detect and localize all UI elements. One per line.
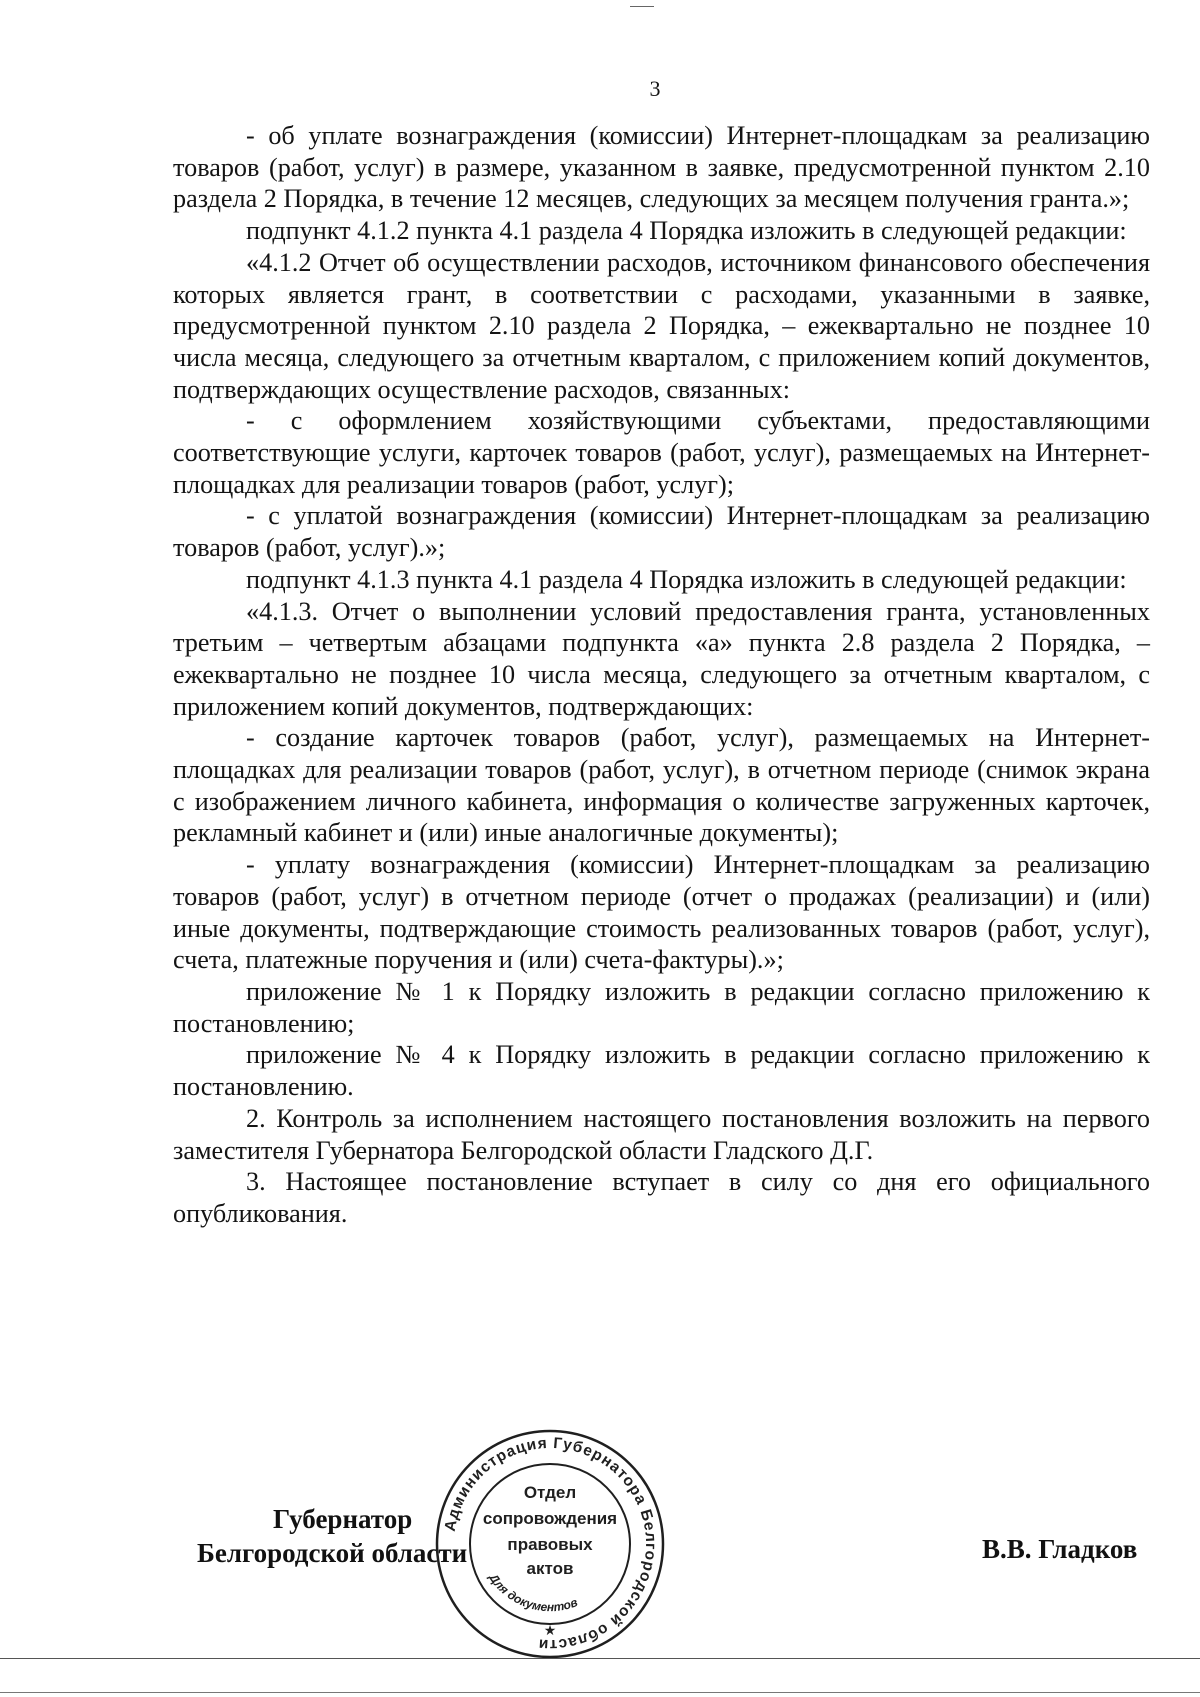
document-body: [173, 120, 1150, 1230]
stamp-star: ★: [543, 1623, 557, 1639]
stamp-bottom-text-path: Для документов: [486, 1570, 580, 1615]
paragraph-commission-proof: - уплату вознаграждения (комиссии) Интернет-площадкам за реализацию товаров (работ, услуг) в отчетном периоде (отчет о продажах (реализации) и (или) иные документы, подтверждающие стоимость реализованных товаров (работ, услуг), счета, платежные поручения и (или) счета-фактуры).»;: [173, 850, 1150, 975]
paragraph-subclause-4-1-3: «4.1.3. Отчет о выполнении условий предоставления гранта, установленных третьим – четвертым абзацами подпункта «а» пункта 2.8 раздела 2 Порядка, – ежеквартально не позднее 10 числа месяца, следующего за отчетным кварталом, с приложением копий документов, подтверждающих:: [173, 596, 1150, 721]
signature-name: В.В. Гладков: [982, 1534, 1138, 1564]
paragraph-cards-creation: - создание карточек товаров (работ, услуг), размещаемых на Интернет-площадках для реализации товаров (работ, услуг), в отчетном периоде (снимок экрана с изображением личного кабинета, информация о количестве загруженных карточек, рекламный кабинет и (или) иные аналогичные документы);: [173, 723, 1150, 848]
paragraph-commission-expense: - с уплатой вознаграждения (комиссии) Интернет-площадкам за реализацию товаров (работ, услуг).»;: [173, 501, 1150, 563]
paragraph-cards-formation: - с оформлением хозяйствующими субъектами, предоставляющими соответствующие услуги, карточек товаров (работ, услуг), размещаемых на Интернет-площадках для реализации товаров (работ, услуг);: [173, 406, 1150, 499]
stamp-outer-text-path: Администрация Губернатора Белгородской области: [441, 1434, 660, 1654]
stamp-center-line1: Отдел: [523, 1483, 577, 1502]
stamp-center-line4: актов: [526, 1559, 574, 1578]
page-number: 3: [649, 76, 661, 101]
official-stamp: [434, 1428, 666, 1660]
scan-mark: [630, 6, 654, 7]
paragraph-appendix-1: приложение № 1 к Порядку изложить в редакции согласно приложению к постановлению;: [173, 976, 1150, 1038]
paragraph-appendix-4: приложение № 4 к Порядку изложить в редакции согласно приложению к постановлению.: [173, 1040, 1150, 1102]
paragraph-effective-date: 3. Настоящее постановление вступает в силу со дня его официального опубликования.: [173, 1167, 1150, 1228]
footer-rule-bottom: [0, 1692, 1200, 1693]
signature-position-line1: Губернатор: [273, 1504, 413, 1534]
signature-position-line2: Белгородской области: [197, 1538, 468, 1568]
stamp-center-line3: правовых: [507, 1535, 593, 1554]
paragraph-control: 2. Контроль за исполнением настоящего постановления возложить на первого заместителя Губернатора Белгородской области Гладского Д.Г.: [173, 1103, 1150, 1165]
stamp-center-line2: сопровождения: [482, 1509, 618, 1528]
paragraph-subclause-4-1-3-intro: подпункт 4.1.3 пункта 4.1 раздела 4 Порядка изложить в следующей редакции:: [246, 564, 1127, 594]
paragraph-subclause-4-1-2-intro: подпункт 4.1.2 пункта 4.1 раздела 4 Порядка изложить в следующей редакции:: [246, 216, 1127, 246]
paragraph-commission-payment: - об уплате вознаграждения (комиссии) Интернет-площадкам за реализацию товаров (работ, услуг) в размере, указанном в заявке, предусмотренной пунктом 2.10 раздела 2 Порядка, в течение 12 месяцев, следующих за месяцем получения гранта.»;: [173, 121, 1150, 214]
footer-rule: [0, 1658, 1200, 1659]
paragraph-subclause-4-1-2: «4.1.2 Отчет об осуществлении расходов, источником финансового обеспечения которых является грант, в соответствии с расходами, указанными в заявке, предусмотренной пунктом 2.10 раздела 2 Порядка, – ежеквартально не позднее 10 числа месяца, следующего за отчетным кварталом, с приложением копий документов, подтверждающих осуществление расходов, связанных:: [173, 247, 1150, 404]
